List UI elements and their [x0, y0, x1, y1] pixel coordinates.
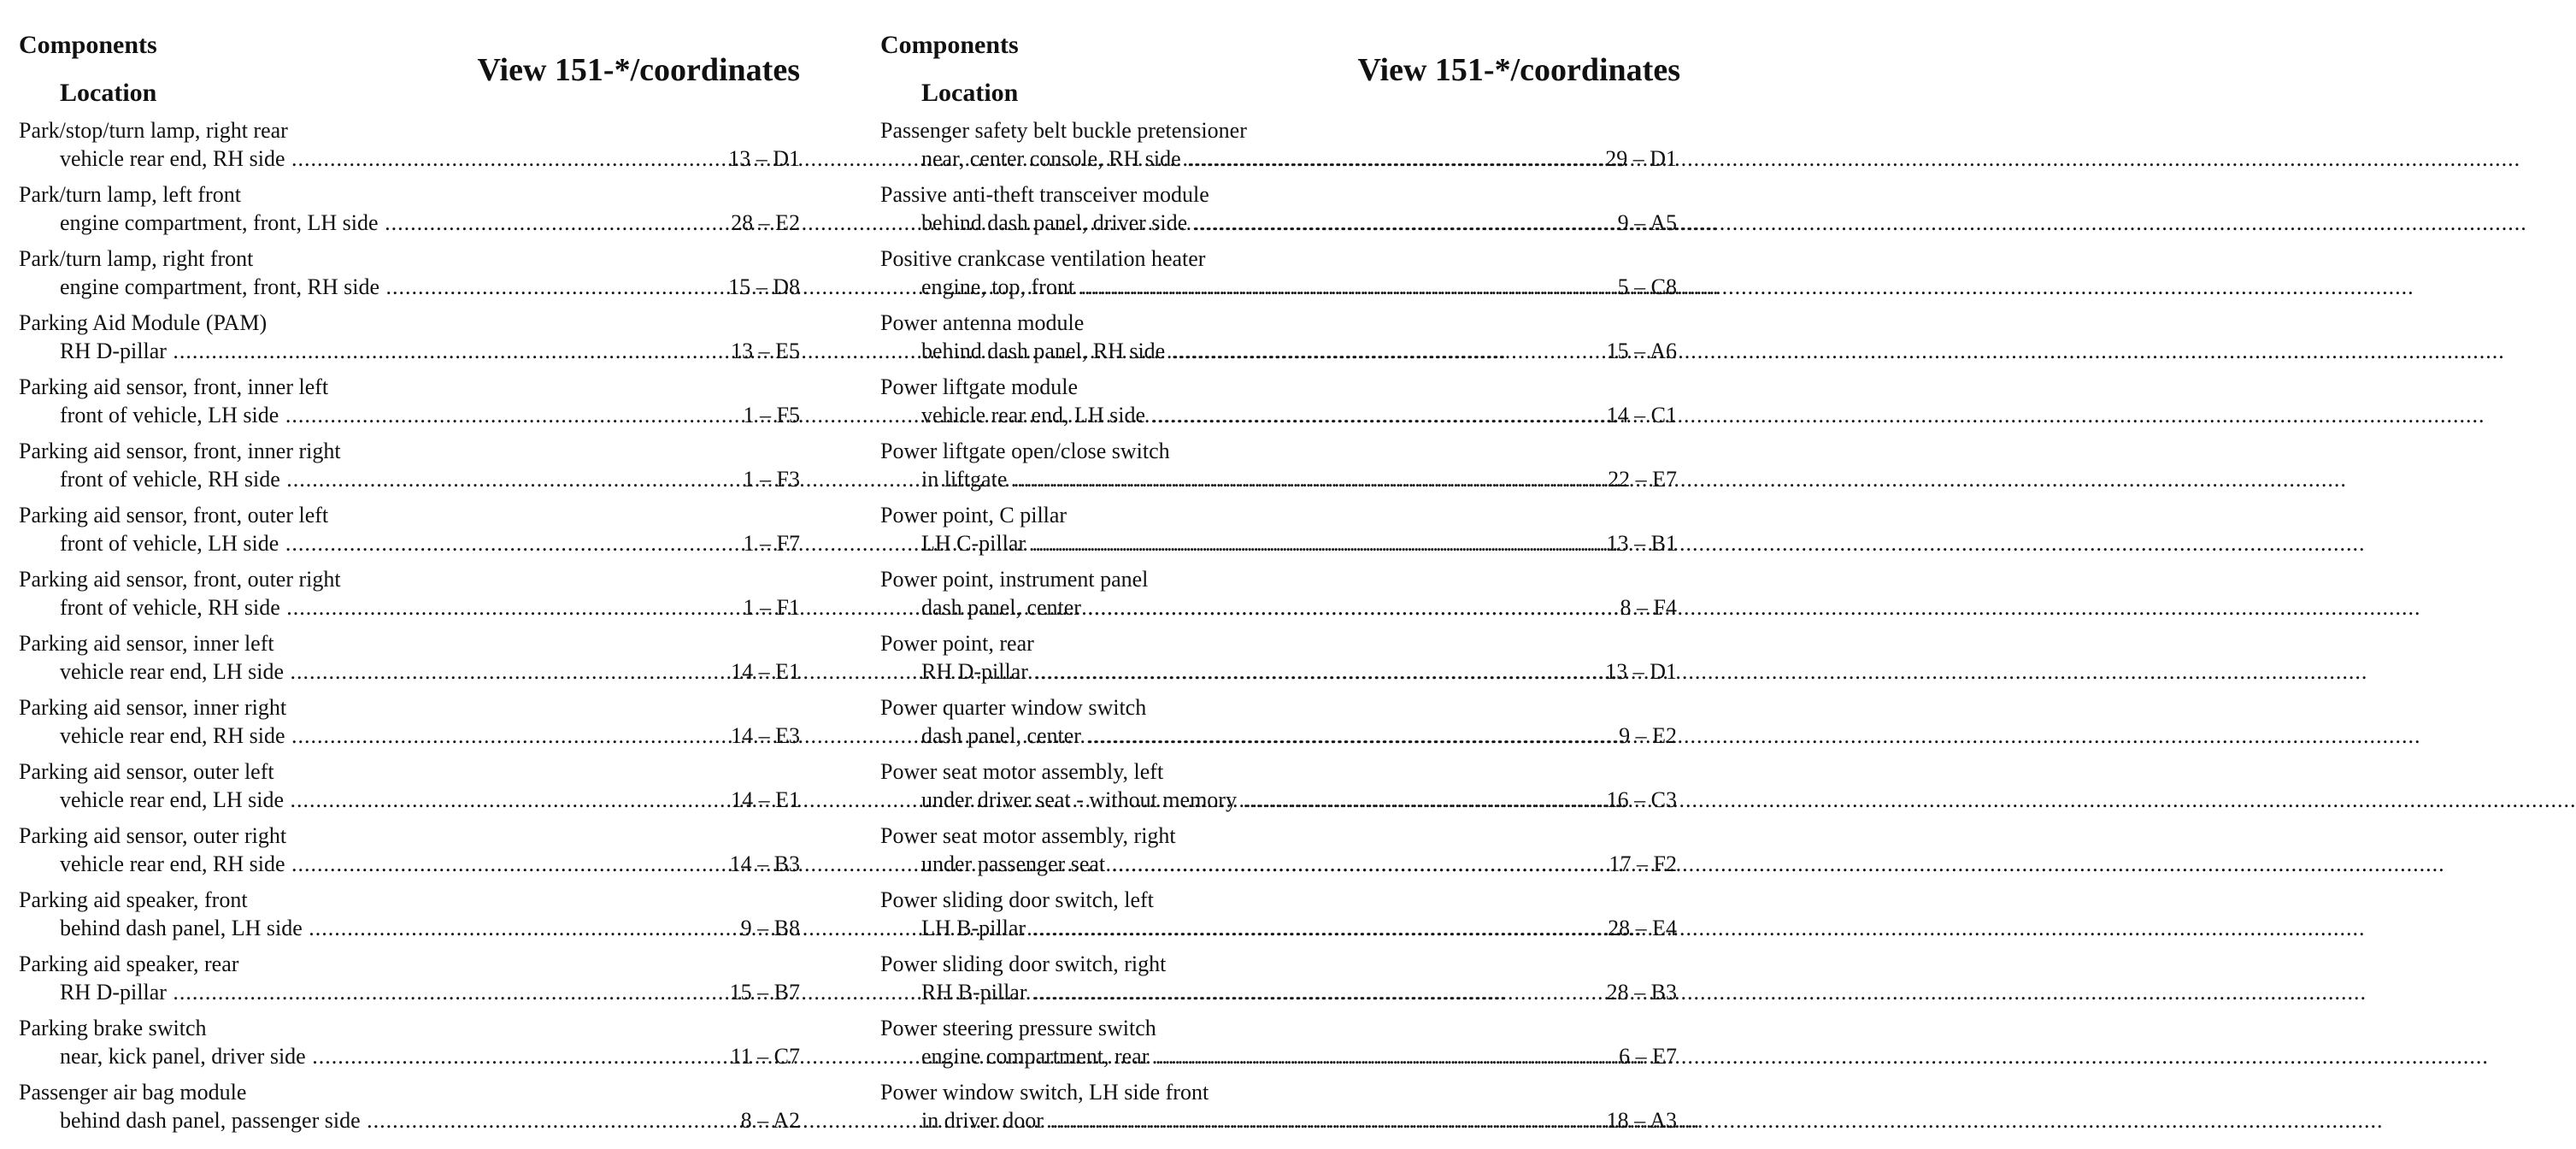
component-location: front of vehicle, LH side .....	[60, 402, 658, 429]
component-entry	[17, 374, 812, 438]
component-name: Park/turn lamp, right front	[19, 246, 254, 271]
component-coordinate: 14 – E3	[731, 723, 800, 748]
location-heading: Location	[60, 79, 157, 107]
component-entry	[17, 758, 812, 822]
component-name: Park/turn lamp, left front	[19, 182, 241, 207]
component-entry	[17, 1079, 812, 1143]
component-name: Power point, rear	[880, 631, 1034, 656]
component-name: Parking aid speaker, rear	[19, 952, 239, 976]
component-name: Power sliding door switch, left	[880, 887, 1154, 912]
component-location: vehicle rear end, RH side .....	[60, 851, 658, 878]
component-entry	[17, 566, 812, 630]
component-name: Parking aid sensor, front, outer right	[19, 567, 341, 592]
component-name: Passenger air bag module	[19, 1080, 247, 1105]
component-location: dash panel, center .....	[921, 594, 1554, 622]
component-location: engine compartment, rear .....	[921, 1043, 1554, 1070]
component-list	[17, 117, 812, 1143]
component-name: Power sliding door switch, right	[880, 952, 1167, 976]
components-heading: Components	[880, 31, 1019, 59]
component-entry	[879, 1015, 1677, 1079]
component-location: behind dash panel, RH side .....	[921, 338, 1554, 365]
component-entry	[879, 758, 1677, 822]
component-entry	[879, 374, 1677, 438]
component-location: behind dash panel, passenger side .....	[60, 1107, 658, 1134]
component-name: Power liftgate open/close switch	[880, 439, 1170, 463]
component-entry	[879, 1079, 1677, 1143]
component-entry	[879, 309, 1677, 374]
component-coordinate: 9 – A5	[1617, 210, 1677, 235]
component-location: vehicle rear end, RH side .....	[60, 145, 658, 173]
component-coordinate: 1 – F3	[743, 467, 800, 492]
component-location: RH D-pillar .....	[921, 658, 1554, 686]
components-heading: Components	[19, 31, 157, 59]
component-entry	[17, 951, 812, 1015]
component-location: LH C-pillar .....	[921, 530, 1554, 557]
component-entry	[879, 887, 1677, 951]
component-name: Power seat motor assembly, right	[880, 823, 1176, 848]
component-name: Power steering pressure switch	[880, 1016, 1156, 1040]
component-location: under driver seat - without memory .....	[921, 787, 1554, 814]
component-coordinate: 9 – E2	[1619, 723, 1677, 748]
view-coordinates-heading: View 151-*/coordinates	[1357, 52, 1680, 88]
component-coordinate: 13 – D1	[1605, 659, 1677, 684]
component-location: in liftgate .....	[921, 466, 1554, 493]
component-entry	[879, 630, 1677, 694]
component-location: engine compartment, front, RH side .....	[60, 274, 658, 301]
component-coordinate: 18 – A3	[1606, 1108, 1677, 1133]
component-coordinate: 28 – E2	[731, 210, 800, 235]
component-location: behind dash panel, driver side .....	[921, 209, 1554, 237]
view-coordinates-heading: View 151-*/coordinates	[477, 52, 800, 88]
component-location: engine, top, front .....	[921, 274, 1554, 301]
component-coordinate: 16 – C3	[1606, 787, 1677, 812]
component-entry	[17, 502, 812, 566]
component-location: RH B-pillar .....	[921, 979, 1554, 1006]
component-location: near, kick panel, driver side .....	[60, 1043, 658, 1070]
component-location: behind dash panel, LH side .....	[60, 915, 658, 942]
component-coordinate: 13 – D1	[728, 146, 800, 171]
component-entry	[879, 117, 1677, 181]
component-name: Power liftgate module	[880, 374, 1079, 399]
component-coordinate: 15 – A6	[1606, 339, 1677, 363]
component-location: in driver door .....	[921, 1107, 1554, 1134]
component-location: near, center console, RH side .....	[921, 145, 1554, 173]
component-coordinate: 15 – D8	[728, 274, 800, 299]
component-coordinate: 8 – A2	[740, 1108, 800, 1133]
component-entry	[17, 887, 812, 951]
component-location: dash panel, center .....	[921, 722, 1554, 750]
component-coordinate: 28 – E4	[1608, 916, 1677, 940]
component-entry	[879, 951, 1677, 1015]
component-name: Power seat motor assembly, left	[880, 759, 1164, 784]
component-location: engine compartment, front, LH side .....	[60, 209, 658, 237]
location-heading: Location	[921, 79, 1019, 107]
component-entry	[17, 245, 812, 309]
component-location: vehicle rear end, RH side .....	[60, 722, 658, 750]
component-coordinate: 14 – E1	[731, 659, 800, 684]
component-name: Parking brake switch	[19, 1016, 207, 1040]
component-location: front of vehicle, LH side .....	[60, 530, 658, 557]
component-entry	[879, 438, 1677, 502]
component-location: vehicle rear end, LH side .....	[60, 658, 658, 686]
component-name: Parking aid sensor, inner left	[19, 631, 274, 656]
component-coordinate: 13 – B1	[1606, 531, 1677, 556]
component-name: Parking aid speaker, front	[19, 887, 248, 912]
component-coordinate: 14 – B3	[729, 851, 800, 876]
component-name: Parking aid sensor, outer left	[19, 759, 274, 784]
component-name: Passenger safety belt buckle pretensioner	[880, 118, 1247, 143]
component-name: Passive anti-theft transceiver module	[880, 182, 1209, 207]
component-name: Parking aid sensor, front, inner left	[19, 374, 329, 399]
component-name: Power antenna module	[880, 310, 1085, 335]
component-entry	[17, 117, 812, 181]
component-name: Park/stop/turn lamp, right rear	[19, 118, 288, 143]
component-entry	[879, 502, 1677, 566]
component-entry	[17, 181, 812, 245]
component-entry	[17, 1015, 812, 1079]
component-name: Positive crankcase ventilation heater	[880, 246, 1206, 271]
component-entry	[879, 566, 1677, 630]
component-coordinate: 9 – B8	[740, 916, 800, 940]
component-name: Parking aid sensor, outer right	[19, 823, 287, 848]
component-entry	[879, 245, 1677, 309]
component-entry	[17, 309, 812, 374]
component-name: Power point, instrument panel	[880, 567, 1149, 592]
component-coordinate: 1 – F1	[743, 595, 800, 620]
component-location: RH D-pillar .....	[60, 338, 658, 365]
component-name: Power point, C pillar	[880, 503, 1067, 527]
component-list	[879, 117, 1677, 1143]
component-location: LH B-pillar .....	[921, 915, 1554, 942]
component-coordinate: 14 – C1	[1606, 403, 1677, 427]
component-location: front of vehicle, RH side .....	[60, 594, 658, 622]
component-name: Power quarter window switch	[880, 695, 1147, 720]
component-entry	[17, 694, 812, 758]
right-column	[879, 0, 1680, 1149]
component-coordinate: 14 – E1	[731, 787, 800, 812]
component-name: Parking aid sensor, front, inner right	[19, 439, 341, 463]
left-column	[17, 0, 812, 1149]
component-entry	[17, 438, 812, 502]
component-location: front of vehicle, RH side .....	[60, 466, 658, 493]
component-coordinate: 8 – F4	[1620, 595, 1677, 620]
component-entry	[17, 630, 812, 694]
component-coordinate: 11 – C7	[730, 1044, 800, 1069]
component-location: vehicle rear end, LH side .....	[921, 402, 1554, 429]
component-entry	[879, 822, 1677, 887]
component-coordinate: 1 – F5	[743, 403, 800, 427]
component-name: Parking Aid Module (PAM)	[19, 310, 268, 335]
component-entry	[879, 694, 1677, 758]
component-location: vehicle rear end, LH side .....	[60, 787, 658, 814]
component-name: Parking aid sensor, inner right	[19, 695, 287, 720]
component-location: RH D-pillar .....	[60, 979, 658, 1006]
component-coordinate: 13 – E5	[731, 339, 800, 363]
component-name: Parking aid sensor, front, outer left	[19, 503, 329, 527]
component-coordinate: 17 – F2	[1609, 851, 1677, 876]
component-coordinate: 5 – C8	[1617, 274, 1677, 299]
component-coordinate: 29 – D1	[1605, 146, 1677, 171]
component-coordinate: 6 – E7	[1619, 1044, 1677, 1069]
component-entry	[879, 181, 1677, 245]
component-location: under passenger seat .....	[921, 851, 1554, 878]
component-coordinate: 15 – B7	[729, 980, 800, 1005]
component-coordinate: 28 – B3	[1606, 980, 1677, 1005]
component-coordinate: 1 – F7	[743, 531, 800, 556]
component-coordinate: 22 – E7	[1608, 467, 1677, 492]
component-name: Power window switch, LH side front	[880, 1080, 1209, 1105]
component-entry	[17, 822, 812, 887]
